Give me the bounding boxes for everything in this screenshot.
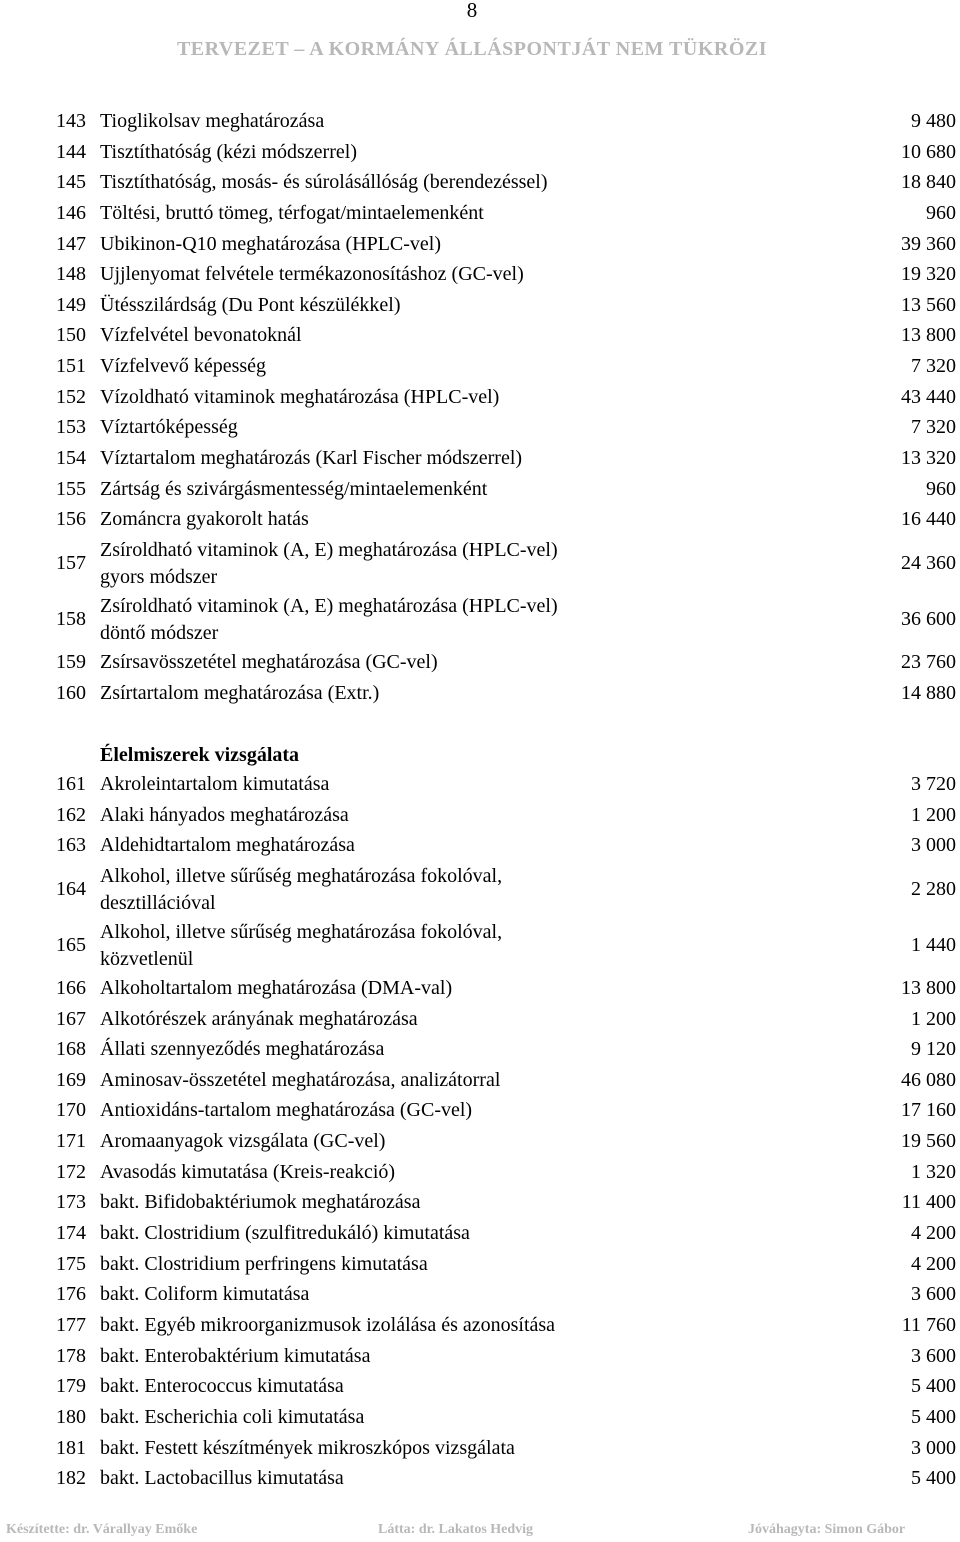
test-name-line: Ujjlenyomat felvétele termékazonosításhoz (GC-vel) <box>100 263 524 286</box>
fee-amount: 9 120 <box>911 1038 956 1061</box>
row-number: 168 <box>56 1038 86 1061</box>
test-name-line: Antioxidáns-tartalom meghatározása (GC-vel) <box>100 1099 473 1122</box>
test-name-line: bakt. Clostridium perfringens kimutatása <box>100 1252 428 1275</box>
test-name-line: közvetlenül <box>100 947 194 970</box>
fee-amount: 11 400 <box>901 1191 956 1214</box>
table-row <box>0 1433 960 1464</box>
fee-amount: 7 320 <box>911 416 956 439</box>
fee-amount: 4 200 <box>911 1252 956 1275</box>
fee-amount: 11 760 <box>901 1313 956 1336</box>
row-number: 154 <box>56 447 86 470</box>
row-number: 181 <box>56 1436 86 1459</box>
test-name <box>100 1221 840 1245</box>
table-row <box>0 1004 960 1035</box>
table-row <box>0 106 960 137</box>
table-row <box>0 1371 960 1402</box>
test-name-line: bakt. Bifidobaktériumok meghatározása <box>100 1191 421 1214</box>
test-name <box>100 1068 840 1092</box>
table-row <box>0 800 960 831</box>
fee-amount: 36 600 <box>901 607 956 630</box>
test-name <box>100 1129 840 1153</box>
test-name-line: Zsírsavösszetétel meghatározása (GC-vel) <box>100 650 438 673</box>
test-name-line: döntő módszer <box>100 621 219 644</box>
test-name-line: Zománcra gyakorolt hatás <box>100 508 309 531</box>
row-number: 152 <box>56 385 86 408</box>
section-title: Élelmiszerek vizsgálata <box>100 744 300 766</box>
fee-amount: 9 480 <box>911 110 956 132</box>
row-number: 171 <box>56 1130 86 1153</box>
table-row <box>0 412 960 443</box>
row-number: 162 <box>56 803 86 826</box>
table-row <box>0 137 960 168</box>
row-number: 175 <box>56 1252 86 1275</box>
row-number: 143 <box>56 110 86 132</box>
table-row <box>0 1249 960 1280</box>
fee-amount: 3 000 <box>911 1436 956 1459</box>
row-number: 172 <box>56 1160 86 1183</box>
row-number: 151 <box>56 355 86 378</box>
fee-amount: 1 440 <box>911 933 956 956</box>
table-row <box>0 1218 960 1249</box>
fee-amount: 5 400 <box>911 1375 956 1398</box>
fee-amount: 4 200 <box>911 1222 956 1245</box>
row-number: 144 <box>56 140 86 163</box>
table-row <box>0 1341 960 1372</box>
table-row <box>0 1034 960 1065</box>
test-name <box>100 1313 840 1337</box>
table-row <box>0 1187 960 1218</box>
row-number: 167 <box>56 1007 86 1030</box>
test-name <box>100 109 840 133</box>
test-name-line: Ubikinon-Q10 meghatározása (HPLC-vel) <box>100 232 442 255</box>
fee-amount: 39 360 <box>901 232 956 255</box>
test-name-line: Aromaanyagok vizsgálata (GC-vel) <box>100 1130 386 1153</box>
test-name <box>100 1374 840 1398</box>
fee-amount: 16 440 <box>901 508 956 531</box>
test-name-line: gyors módszer <box>100 565 218 588</box>
test-name <box>100 415 840 439</box>
fee-amount: 3 600 <box>911 1283 956 1306</box>
row-number: 150 <box>56 324 86 347</box>
test-name-line: Víztartalom meghatározás (Karl Fischer módszerrel) <box>100 447 523 470</box>
test-name <box>100 354 840 378</box>
footer-approved-by: Jóváhagyta: Simon Gábor <box>748 1522 906 1537</box>
test-name <box>100 1098 840 1122</box>
test-name <box>100 1160 840 1184</box>
test-name <box>100 262 840 286</box>
draft-notice: TERVEZET – A KORMÁNY ÁLLÁSPONTJÁT NEM TÜKRÖZI <box>176 38 768 60</box>
test-name-line: Zártság és szivárgásmentesség/mintaelemenként <box>100 477 488 500</box>
test-name <box>100 681 840 705</box>
test-name <box>100 1466 840 1490</box>
test-name-line: Akroleintartalom kimutatása <box>100 773 330 795</box>
test-name-line: Vízfelvétel bevonatoknál <box>100 324 302 347</box>
table-row <box>0 1463 960 1494</box>
fee-amount: 13 320 <box>901 447 956 470</box>
fee-amount: 3 000 <box>911 834 956 857</box>
table-row <box>0 474 960 505</box>
test-name-line: Alkohol, illetve sűrűség meghatározása fokolóval, <box>100 864 503 887</box>
test-name-line: Víztartóképesség <box>100 416 238 439</box>
row-number: 170 <box>56 1099 86 1122</box>
test-name <box>100 593 840 647</box>
test-name-line: Zsíroldható vitaminok (A, E) meghatározása (HPLC-vel) <box>100 594 558 617</box>
fee-amount: 5 400 <box>911 1405 956 1428</box>
test-name-line: bakt. Escherichia coli kimutatása <box>100 1405 365 1428</box>
test-name <box>100 140 840 164</box>
fee-amount: 7 320 <box>911 355 956 378</box>
row-number: 169 <box>56 1068 86 1091</box>
price-table-top <box>0 106 960 708</box>
row-number: 182 <box>56 1467 86 1490</box>
row-number: 164 <box>56 877 86 900</box>
row-number: 174 <box>56 1222 86 1245</box>
row-number: 161 <box>56 773 86 795</box>
test-name <box>100 537 840 591</box>
row-number: 180 <box>56 1405 86 1428</box>
test-name <box>100 293 840 317</box>
test-name-line: Alkoholtartalom meghatározása (DMA-val) <box>100 976 453 999</box>
fee-amount: 1 200 <box>911 803 956 826</box>
row-number: 177 <box>56 1313 86 1336</box>
table-row <box>0 830 960 861</box>
table-row <box>0 320 960 351</box>
table-row <box>0 290 960 321</box>
fee-amount: 1 200 <box>911 1007 956 1030</box>
table-row <box>0 504 960 535</box>
footer-prepared-by: Készítette: dr. Várallyay Emőke <box>6 1522 198 1537</box>
test-name-line: desztillációval <box>100 891 216 914</box>
table-row <box>0 351 960 382</box>
fee-amount: 19 560 <box>901 1130 956 1153</box>
test-name-line: bakt. Egyéb mikroorganizmusok izolálása és azonosítása <box>100 1313 556 1336</box>
test-name <box>100 833 840 857</box>
fee-amount: 3 720 <box>911 773 956 795</box>
fee-amount: 46 080 <box>901 1068 956 1091</box>
test-name-line: Alaki hányados meghatározása <box>100 803 349 826</box>
test-name <box>100 1252 840 1276</box>
test-name <box>100 863 840 917</box>
test-name-line: Aminosav-összetétel meghatározása, analizátorral <box>100 1068 501 1091</box>
test-name <box>100 1436 840 1460</box>
test-name <box>100 446 840 470</box>
table-row <box>0 1279 960 1310</box>
table-row <box>0 861 960 917</box>
fee-amount: 17 160 <box>901 1099 956 1122</box>
test-name <box>100 385 840 409</box>
row-number: 149 <box>56 293 86 316</box>
test-name <box>100 1190 840 1214</box>
row-number: 176 <box>56 1283 86 1306</box>
row-number: 160 <box>56 681 86 704</box>
table-row <box>0 259 960 290</box>
test-name <box>100 976 840 1000</box>
row-number: 158 <box>56 607 86 630</box>
fee-amount: 3 600 <box>911 1344 956 1367</box>
test-name-line: Alkohol, illetve sűrűség meghatározása fokolóval, <box>100 920 503 943</box>
test-name <box>100 1037 840 1061</box>
page-number: 8 <box>466 0 478 22</box>
test-name-line: Állati szennyeződés meghatározása <box>100 1038 385 1061</box>
test-name <box>100 170 840 194</box>
table-row <box>0 1095 960 1126</box>
test-name <box>100 1344 840 1368</box>
fee-amount: 13 800 <box>901 976 956 999</box>
test-name-line: Tisztíthatóság (kézi módszerrel) <box>100 140 357 163</box>
fee-amount: 43 440 <box>901 385 956 408</box>
row-number: 153 <box>56 416 86 439</box>
test-name-line: Vízoldható vitaminok meghatározása (HPLC-vel) <box>100 385 500 408</box>
test-name-line: bakt. Enterobaktérium kimutatása <box>100 1344 371 1367</box>
table-row <box>0 382 960 413</box>
table-row <box>0 1402 960 1433</box>
test-name <box>100 477 840 501</box>
fee-amount: 24 360 <box>901 551 956 574</box>
table-row <box>0 769 960 800</box>
table-row <box>0 1157 960 1188</box>
test-name-line: Aldehidtartalom meghatározása <box>100 834 355 857</box>
test-name-line: Zsírtartalom meghatározása (Extr.) <box>100 681 380 704</box>
row-number: 155 <box>56 477 86 500</box>
test-name-line: Avasodás kimutatása (Kreis-reakció) <box>100 1160 396 1183</box>
test-name <box>100 919 840 973</box>
test-name-line: Alkotórészek arányának meghatározása <box>100 1007 418 1030</box>
fee-amount: 1 320 <box>911 1160 956 1183</box>
table-row <box>0 1310 960 1341</box>
row-number: 165 <box>56 933 86 956</box>
fee-amount: 14 880 <box>901 681 956 704</box>
test-name <box>100 201 840 225</box>
test-name-line: Tioglikolsav meghatározása <box>100 110 325 132</box>
fee-amount: 19 320 <box>901 263 956 286</box>
row-number: 159 <box>56 650 86 673</box>
footer-seen-by: Látta: dr. Lakatos Hedvig <box>378 1522 534 1537</box>
table-row <box>0 647 960 678</box>
table-row <box>0 443 960 474</box>
table-row <box>0 1065 960 1096</box>
test-name <box>100 650 840 674</box>
fee-amount: 2 280 <box>911 877 956 900</box>
test-name <box>100 772 840 796</box>
row-number: 173 <box>56 1191 86 1214</box>
test-name <box>100 323 840 347</box>
row-number: 146 <box>56 201 86 224</box>
page-footer <box>0 1520 960 1542</box>
test-name <box>100 1282 840 1306</box>
test-name-line: Vízfelvevő képesség <box>100 355 267 378</box>
test-name-line: bakt. Enterococcus kimutatása <box>100 1375 344 1398</box>
table-row <box>0 973 960 1004</box>
test-name-line: Töltési, bruttó tömeg, térfogat/mintaelemenként <box>100 201 484 224</box>
test-name <box>100 507 840 531</box>
row-number: 163 <box>56 834 86 857</box>
table-row <box>0 229 960 260</box>
fee-amount: 18 840 <box>901 171 956 194</box>
row-number: 179 <box>56 1375 86 1398</box>
table-row <box>0 167 960 198</box>
row-number: 148 <box>56 263 86 286</box>
row-number: 157 <box>56 551 86 574</box>
row-number: 178 <box>56 1344 86 1367</box>
fee-amount: 960 <box>926 201 956 224</box>
table-row <box>0 1126 960 1157</box>
price-table-bottom <box>0 769 960 1494</box>
test-name-line: Tisztíthatóság, mosás- és súrolásállóság (berendezéssel) <box>100 171 548 194</box>
table-row <box>0 198 960 229</box>
row-number: 156 <box>56 508 86 531</box>
fee-amount: 23 760 <box>901 650 956 673</box>
row-number: 145 <box>56 171 86 194</box>
table-row <box>0 535 960 591</box>
test-name-line: bakt. Coliform kimutatása <box>100 1283 310 1306</box>
test-name <box>100 1405 840 1429</box>
fee-amount: 960 <box>926 477 956 500</box>
row-number: 166 <box>56 976 86 999</box>
fee-amount: 10 680 <box>901 140 956 163</box>
table-row <box>0 591 960 647</box>
test-name-line: bakt. Clostridium (szulfitredukáló) kimutatása <box>100 1222 470 1245</box>
test-name <box>100 1007 840 1031</box>
table-row <box>0 917 960 973</box>
test-name-line: Zsíroldható vitaminok (A, E) meghatározása (HPLC-vel) <box>100 538 558 561</box>
test-name <box>100 803 840 827</box>
fee-amount: 13 800 <box>901 324 956 347</box>
row-number: 147 <box>56 232 86 255</box>
table-row <box>0 678 960 709</box>
fee-amount: 5 400 <box>911 1467 956 1490</box>
test-name-line: bakt. Festett készítmények mikroszkópos vizsgálata <box>100 1436 515 1459</box>
test-name <box>100 232 840 256</box>
test-name-line: Ütésszilárdság (Du Pont készülékkel) <box>100 293 401 316</box>
fee-amount: 13 560 <box>901 293 956 316</box>
test-name-line: bakt. Lactobacillus kimutatása <box>100 1467 344 1490</box>
